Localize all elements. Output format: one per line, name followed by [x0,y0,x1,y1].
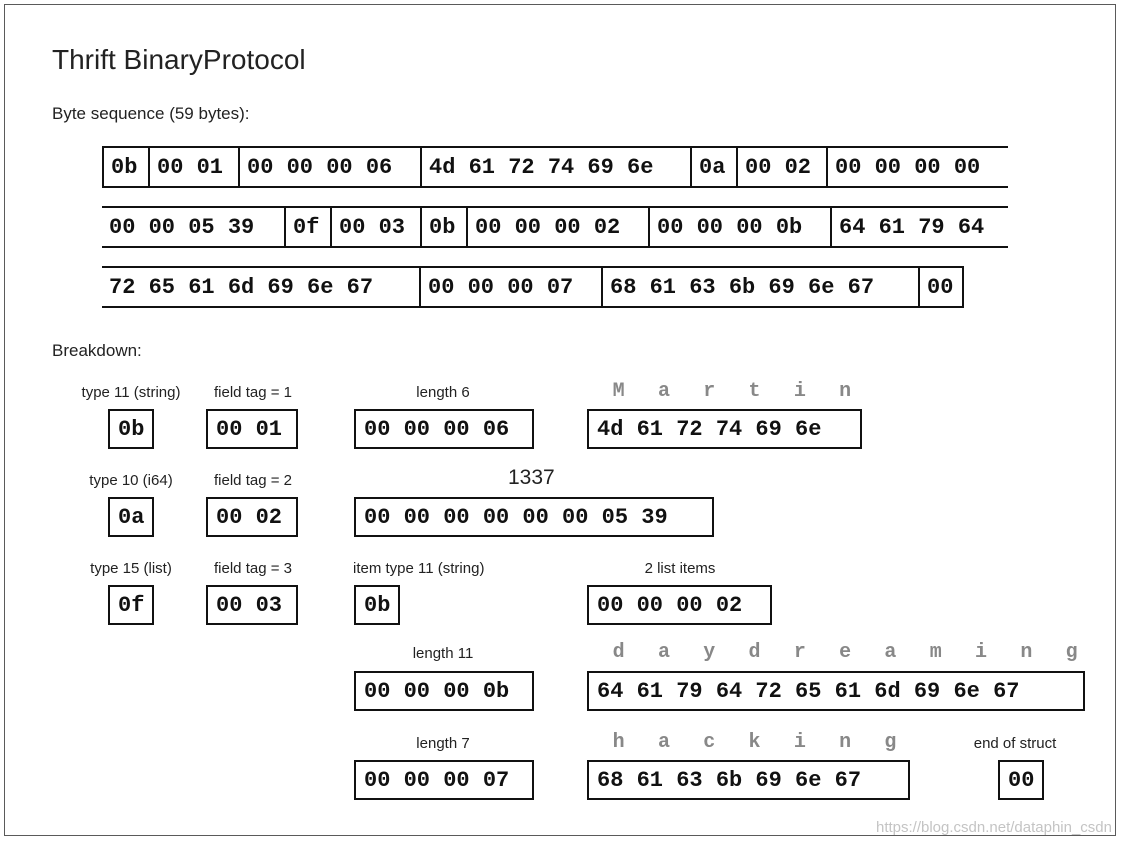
seq-type-list: 0f [284,208,330,246]
seq-field-tag-3: 00 03 [330,208,420,246]
field3-item-type-box: 0b [354,585,400,625]
char-glyph: n [839,731,852,754]
field2-value-box: 00 00 00 00 00 00 05 39 [354,497,714,537]
seq-daydreaming-bytes-part2: 72 65 61 6d 69 6e 67 [109,274,374,300]
field1-string-chars [596,380,868,403]
seq-i64-low: 00 00 05 39 [109,214,255,240]
char-glyph: e [839,641,852,664]
char-glyph: r [703,380,716,403]
char-glyph: n [839,380,852,403]
char-glyph: a [657,380,670,403]
char-glyph: g [884,731,897,754]
field2-tag-box: 00 02 [206,497,298,537]
seq-item-type: 0b [420,208,466,246]
seq-daydreaming-bytes-part1: 64 61 79 64 [830,208,1008,246]
char-glyph: d [748,641,761,664]
field3-count-label: 2 list items [644,560,716,577]
seq-length-11: 00 00 00 0b [648,208,830,246]
char-glyph: i [793,380,806,403]
field1-type-label: type 11 (string) [81,384,181,401]
seq-i64-high: 00 00 00 00 [826,148,1008,186]
field3-type-label: type 15 (list) [90,560,172,577]
char-glyph: c [703,731,716,754]
seq-field-tag-2: 00 02 [736,148,826,186]
char-glyph: k [748,731,761,754]
char-glyph: a [657,641,670,664]
field1-length-box: 00 00 00 06 [354,409,534,449]
char-glyph: r [793,641,806,664]
field3-tag-label: field tag = 3 [214,560,292,577]
item1-string-bytes-box: 64 61 79 64 72 65 61 6d 69 6e 67 [587,671,1085,711]
char-glyph: d [612,641,625,664]
item1-string-chars [596,641,1094,664]
char-glyph: M [612,380,625,403]
item1-length-label: length 11 [412,645,474,662]
byte-sequence-row-1 [102,146,1008,188]
field1-tag-label: field tag = 1 [214,384,292,401]
field1-type-box: 0b [108,409,154,449]
item1-length-box: 00 00 00 0b [354,671,534,711]
field2-value-label: 1337 [508,466,555,489]
char-glyph: h [612,731,625,754]
field3-count-box: 00 00 00 02 [587,585,772,625]
char-glyph: n [1020,641,1033,664]
char-glyph: y [703,641,716,664]
char-glyph: a [884,641,897,664]
byte-sequence-label: Byte sequence (59 bytes): [52,104,250,123]
field3-tag-box: 00 03 [206,585,298,625]
diagram-title: Thrift BinaryProtocol [52,44,306,75]
byte-sequence-row-2 [102,206,1008,248]
char-glyph: t [748,380,761,403]
seq-martin-bytes: 4d 61 72 74 69 6e [420,148,690,186]
seq-field-tag-1: 00 01 [148,148,238,186]
field3-type-box: 0f [108,585,154,625]
field2-type-box: 0a [108,497,154,537]
field2-tag-label: field tag = 2 [214,472,292,489]
seq-length-6: 00 00 00 06 [238,148,420,186]
watermark: https://blog.csdn.net/dataphin_csdn [875,819,1112,836]
char-glyph: i [793,731,806,754]
seq-type-string: 0b [102,148,148,186]
char-glyph: g [1065,641,1078,664]
item2-string-chars [596,731,913,754]
diagram-frame [4,4,1116,836]
field3-item-type-label: item type 11 (string) [353,560,485,577]
item2-length-box: 00 00 00 07 [354,760,534,800]
seq-list-count: 00 00 00 02 [466,208,648,246]
seq-end-of-struct: 00 [918,268,964,306]
byte-sequence-row-3 [102,266,964,308]
char-glyph: i [975,641,988,664]
field1-tag-box: 00 01 [206,409,298,449]
breakdown-label: Breakdown: [52,341,142,360]
seq-type-i64: 0a [690,148,736,186]
end-of-struct-box: 00 [998,760,1044,800]
char-glyph: m [929,641,942,664]
item2-string-bytes-box: 68 61 63 6b 69 6e 67 [587,760,910,800]
seq-length-7: 00 00 00 07 [419,268,601,306]
seq-hacking-bytes: 68 61 63 6b 69 6e 67 [601,268,918,306]
char-glyph: a [657,731,670,754]
field1-length-label: length 6 [416,384,470,401]
end-of-struct-label: end of struct [973,735,1057,752]
field2-type-label: type 10 (i64) [89,472,173,489]
field1-string-bytes-box: 4d 61 72 74 69 6e [587,409,862,449]
item2-length-label: length 7 [416,735,470,752]
